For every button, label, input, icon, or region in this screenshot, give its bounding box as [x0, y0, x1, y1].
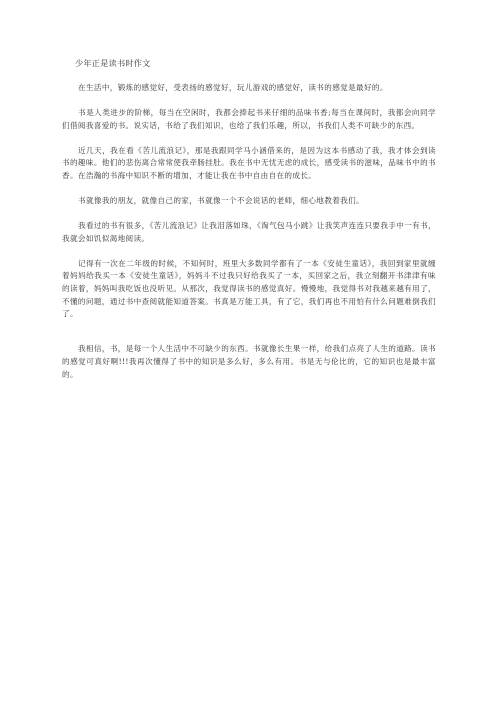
paragraph-7: 我相信，书，是每一个人生活中不可缺少的东西。书就像长生果一样，给我们点亮了人生的道路。读书的感觉可真好啊!!!我再次懂得了书中的知识是多么好，多么有用。书是无与伦比的，它的知识也是最丰富的。: [62, 344, 436, 379]
paragraph-1: 在生活中，锻炼的感觉好，受表扬的感觉好，玩儿游戏的感觉好，读书的感觉是最好的。: [78, 83, 388, 92]
paragraph-3: 近几天，我在看《苦儿流浪记》，那是我跟同学马小涵借来的，是因为这本书感动了我，我才体会到读书的趣味。他们的悲伤离合常常使我牵肠挂肚。我在书中无忧无虑的成长，感受读书的滋味，品味书中的书香。在浩瀚的书海中知识不断的增加，才能让我在书中自由自在的成长。: [62, 145, 436, 180]
paragraph-4: 书就像我的朋友，就像自己的家，书就像一个不会说话的老师，细心地教着我们。: [78, 196, 364, 206]
essay-title: 少年正是读书时作文: [75, 58, 151, 68]
essay-body: [62, 57, 436, 394]
paragraph-5: 我看过的书有很多，《苦儿流浪记》让我泪落如珠，《淘气包马小跳》让我笑声连连只要我手中一有书，我就会如饥似渴地阅读。: [62, 221, 436, 243]
paragraph-2: 书是人类进步的阶梯，每当在空闲时，我都会捧起书来仔细的品味书香;每当在课间时，我都会向同学们借阅我喜爱的书。说实话，书给了我们知识，也给了我们乐趣，所以，书我们人类不可缺少的东西。: [62, 108, 436, 130]
paragraph-6: 记得有一次在二年级的时候，不知何时，班里大多数同学都有了一本《安徒生童话》，我回到家里就缠着妈妈给我买一本《安徒生童话》，妈妈斗不过我只好给我买了一本，买回家之后，我立刻翻开书津津有味的读着，妈妈叫我吃饭也没听见。从那次，我觉得读书的感觉真好。慢慢地，我觉得书对我越来越有用了，不懂的问题，通过书中查阅就能知道答案。书真是万能工具，有了它，我们再也不用怕有什么问题难倒我们了。: [62, 258, 436, 319]
paragraph-spacer: [62, 333, 436, 343]
